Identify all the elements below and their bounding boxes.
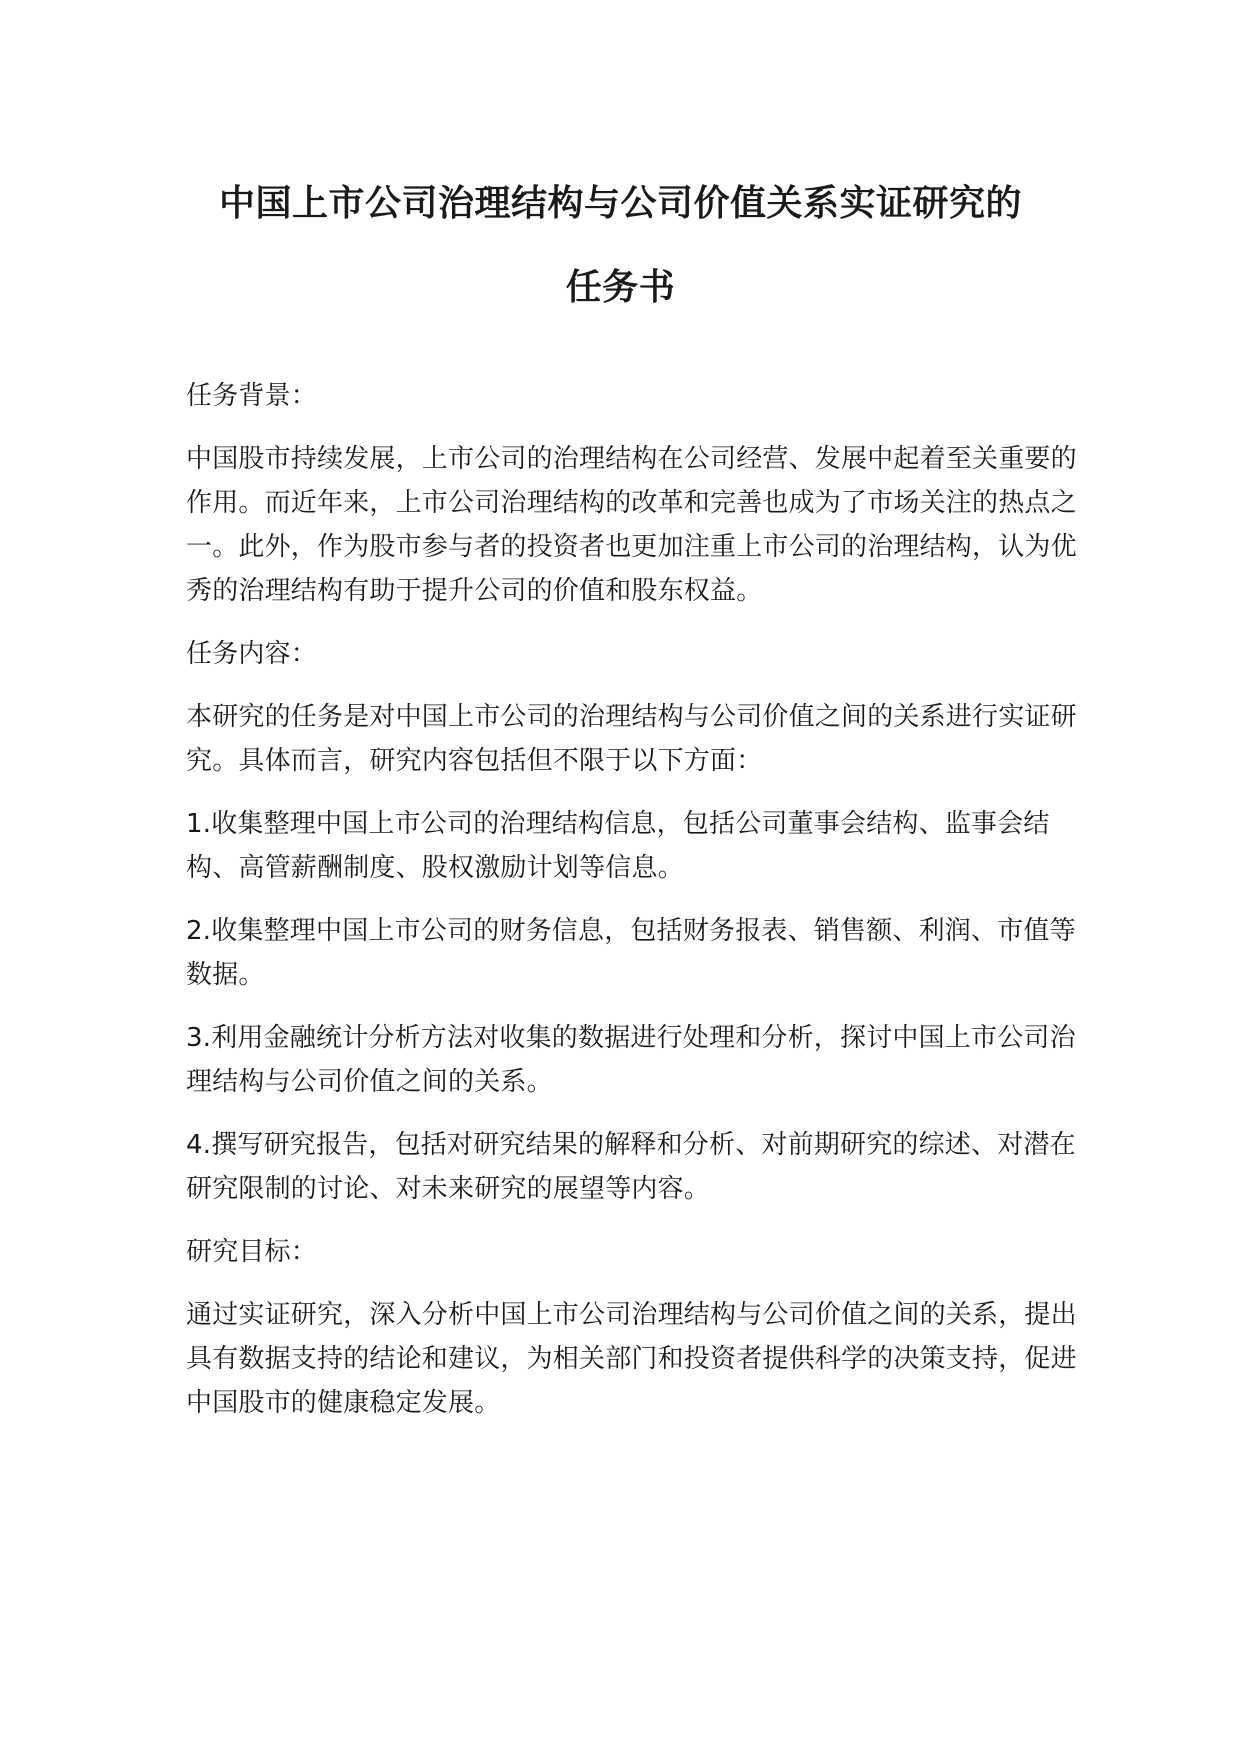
section-heading-content: 任务内容：	[186, 639, 318, 669]
document-title-line-1: 中国上市公司治理结构与公司价值关系实证研究的	[218, 183, 1022, 224]
section-heading-goals: 研究目标：	[186, 1237, 318, 1267]
document-body	[186, 374, 1086, 1444]
list-item-4: 4.撰写研究报告，包括对研究结果的解释和分析、对前期研究的综述、对潜在研究限制的讨论、对未来研究的展望等内容。	[186, 1130, 1076, 1204]
paragraph-goals: 通过实证研究，深入分析中国上市公司治理结构与公司价值之间的关系，提出具有数据支持的结论和建议，为相关部门和投资者提供科学的决策支持，促进中国股市的健康稳定发展。	[186, 1300, 1077, 1418]
document-title-line-2: 任务书	[565, 267, 676, 308]
list-item-3: 3.利用金融统计分析方法对收集的数据进行处理和分析，探讨中国上市公司治理结构与公司价值之间的关系。	[186, 1023, 1076, 1097]
paragraph-content-intro: 本研究的任务是对中国上市公司的治理结构与公司价值之间的关系进行实证研究。具体而言，研究内容包括但不限于以下方面：	[186, 702, 1077, 776]
paragraph-background: 中国股市持续发展，上市公司的治理结构在公司经营、发展中起着至关重要的作用。而近年来，上市公司治理结构的改革和完善也成为了市场关注的热点之一。此外，作为股市参与者的投资者也更加注重上市公司的治理结构，认为优秀的治理结构有助于提升公司的价值和股东权益。	[186, 444, 1077, 606]
list-item-2: 2.收集整理中国上市公司的财务信息，包括财务报表、销售额、利润、市值等数据。	[186, 916, 1076, 990]
section-heading-background: 任务背景：	[186, 381, 318, 411]
list-item-1: 1.收集整理中国上市公司的治理结构信息，包括公司董事会结构、监事会结构、高管薪酬制度、股权激励计划等信息。	[186, 809, 1050, 883]
